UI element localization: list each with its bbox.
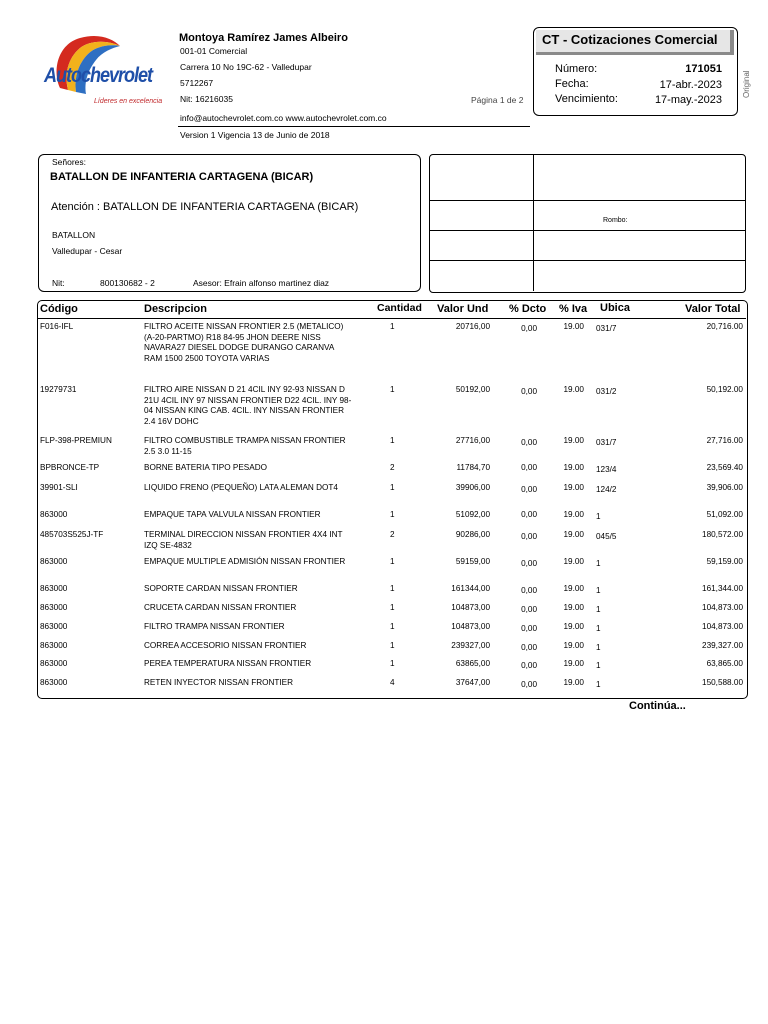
row-code: 863000 [40, 622, 68, 631]
header-descripcion: Descripcion [144, 303, 207, 315]
header-divider [178, 126, 530, 127]
row-qty: 2 [390, 463, 395, 472]
row-ubi: 123/4 [596, 465, 617, 474]
row-desc: CORREA ACCESORIO NISSAN FRONTIER [144, 641, 307, 650]
row-dcto: 0,00 [521, 624, 537, 633]
row-qty: 1 [390, 659, 395, 668]
row-total: 150,588.00 [702, 678, 743, 687]
row-iva: 19.00 [563, 530, 584, 539]
client-city: Valledupar - Cesar [52, 246, 123, 256]
row-qty: 1 [390, 385, 395, 394]
row-total: 104,873.00 [702, 603, 743, 612]
rombo-hdivider-1 [430, 200, 745, 201]
row-val: 27716,00 [455, 436, 490, 445]
page-indicator: Página 1 de 2 [471, 95, 524, 105]
row-total: 63,865.00 [706, 659, 743, 668]
client-asesor: Asesor: Efrain alfonso martinez diaz [193, 278, 330, 288]
row-desc: EMPAQUE TAPA VALVULA NISSAN FRONTIER [144, 510, 321, 519]
row-val: 51092,00 [455, 510, 490, 519]
row-dcto: 0,00 [521, 661, 537, 670]
row-ubi: 124/2 [596, 485, 617, 494]
client-type: BATALLON [52, 230, 96, 240]
rombo-vdivider [533, 155, 534, 291]
row-dcto: 0,00 [521, 586, 537, 595]
row-iva: 19.00 [563, 322, 584, 331]
row-dcto: 0,00 [521, 680, 537, 689]
row-dcto: 0,00 [521, 387, 537, 396]
row-total: 20,716.00 [706, 322, 743, 331]
logo-text: Autochevrolet [44, 64, 153, 87]
row-qty: 1 [390, 641, 395, 650]
row-ubi: 1 [596, 624, 601, 633]
row-ubi: 1 [596, 605, 601, 614]
row-iva: 19.00 [563, 641, 584, 650]
row-desc: BORNE BATERIA TIPO PESADO [144, 463, 267, 472]
row-desc: PEREA TEMPERATURA NISSAN FRONTIER [144, 659, 312, 668]
row-dcto: 0,00 [521, 438, 537, 447]
row-total: 51,092.00 [706, 510, 743, 519]
client-nit: 800130682 - 2 [100, 278, 155, 288]
company-nit: Nit: 16216035 [180, 94, 233, 104]
row-iva: 19.00 [563, 557, 584, 566]
company-logo [42, 30, 163, 122]
header-iva: % Iva [559, 303, 588, 315]
header-valor-und: Valor Und [437, 303, 489, 315]
row-qty: 2 [390, 530, 395, 539]
row-dcto: 0,00 [521, 643, 537, 652]
row-iva: 19.00 [563, 483, 584, 492]
row-iva: 19.00 [563, 603, 584, 612]
row-ubi: 031/7 [596, 438, 617, 447]
company-web: info@autochevrolet.com.co www.autochevrolet.com.co [180, 113, 387, 123]
row-val: 90286,00 [455, 530, 490, 539]
row-desc: SOPORTE CARDAN NISSAN FRONTIER [144, 584, 298, 593]
row-qty: 1 [390, 622, 395, 631]
header-ubica: Ubica [600, 302, 630, 314]
row-total: 161,344.00 [702, 584, 743, 593]
row-qty: 1 [390, 483, 395, 492]
row-code: FLP-398-PREMIUN [40, 436, 112, 445]
row-code: 863000 [40, 659, 68, 668]
quote-title: CT - Cotizaciones Comercial [542, 32, 718, 47]
vencimiento-label: Vencimiento: [555, 93, 618, 105]
row-qty: 1 [390, 510, 395, 519]
header-codigo: Código [40, 303, 78, 315]
company-phone: 5712267 [180, 78, 214, 88]
row-total: 39,906.00 [706, 483, 743, 492]
row-total: 180,572.00 [702, 530, 743, 539]
row-val: 20716,00 [455, 322, 490, 331]
row-ubi: 1 [596, 512, 601, 521]
rombo-label: Rombo: [603, 217, 628, 224]
table-header-divider [38, 318, 746, 319]
row-desc: FILTRO ACEITE NISSAN FRONTIER 2.5 (METALICO)(A-20-PARTMO) R18 84-95 JHON DEERE NISS NAVARA27 DIESEL DODGE DURANGO CARANVA RAM 1500 2500 TOYOTA VARIAS [144, 322, 344, 363]
numero-label: Número: [555, 63, 598, 75]
row-iva: 19.00 [563, 622, 584, 631]
row-code: BPBRONCE-TP [40, 463, 100, 472]
row-iva: 19.00 [563, 385, 584, 394]
row-code: 39901-SLI [40, 483, 78, 492]
header-cantidad: Cantidad [377, 302, 422, 314]
row-val: 59159,00 [455, 557, 490, 566]
row-desc: FILTRO TRAMPA NISSAN FRONTIER [144, 622, 285, 631]
header-valor-total: Valor Total [685, 303, 741, 315]
logo-tagline: Líderes en excelencia [94, 98, 163, 105]
row-total: 239,327.00 [702, 641, 743, 650]
row-desc: LIQUIDO FRENO (PEQUEÑO) LATA ALEMAN DOT4 [144, 483, 338, 492]
row-code: 863000 [40, 510, 68, 519]
row-ubi: 045/5 [596, 532, 617, 541]
numero-value: 171051 [685, 63, 722, 75]
row-iva: 19.00 [563, 463, 584, 472]
row-dcto: 0,00 [521, 463, 537, 472]
row-dcto: 0,00 [521, 485, 537, 494]
row-iva: 19.00 [563, 510, 584, 519]
row-code: 863000 [40, 641, 68, 650]
row-ubi: 031/7 [596, 324, 617, 333]
row-val: 39906,00 [455, 483, 490, 492]
row-qty: 1 [390, 603, 395, 612]
row-code: F016-IFL [40, 322, 74, 331]
row-val: 37647,00 [455, 678, 490, 687]
row-val: 63865,00 [455, 659, 490, 668]
row-qty: 1 [390, 322, 395, 331]
row-qty: 4 [390, 678, 395, 687]
row-desc: TERMINAL DIRECCION NISSAN FRONTIER 4X4 INT IZQ SE-4832 [144, 530, 343, 550]
fecha-value: 17-abr.-2023 [659, 79, 722, 91]
row-dcto: 0,00 [521, 532, 537, 541]
row-total: 59,159.00 [706, 557, 743, 566]
header-dcto: % Dcto [509, 303, 547, 315]
row-total: 104,873.00 [702, 622, 743, 631]
row-total: 27,716.00 [706, 436, 743, 445]
row-desc: FILTRO COMBUSTIBLE TRAMPA NISSAN FRONTIER 2.5 3.0 11-15 [144, 436, 346, 456]
row-ubi: 1 [596, 680, 601, 689]
row-dcto: 0,00 [521, 324, 537, 333]
row-val: 50192,00 [455, 385, 490, 394]
row-code: 485703S525J-TF [40, 530, 104, 539]
row-dcto: 0,00 [521, 605, 537, 614]
row-iva: 19.00 [563, 678, 584, 687]
continua-label: Continúa... [629, 700, 686, 712]
rombo-hdivider-2 [430, 230, 745, 231]
row-code: 19279731 [40, 385, 77, 394]
company-code: 001-01 Comercial [180, 46, 248, 56]
row-dcto: 0,00 [521, 559, 537, 568]
client-atencion: Atención : BATALLON DE INFANTERIA CARTAGENA (BICAR) [51, 201, 359, 213]
row-total: 23,569.40 [706, 463, 743, 472]
row-ubi: 031/2 [596, 387, 617, 396]
row-desc: FILTRO AIRE NISSAN D 21 4CIL INY 92-93 NISSAN D 21U 4CIL INY 97 NISSAN FRONTIER D22 4CIL. INY 98-04 NISSAN KING CAB. 4CIL. INY NISSAN FRONTIER 2.4 16V DOHC [144, 385, 352, 426]
row-ubi: 1 [596, 559, 601, 568]
row-iva: 19.00 [563, 584, 584, 593]
rombo-hdivider-3 [430, 260, 745, 261]
row-val: 239327,00 [451, 641, 490, 650]
fecha-label: Fecha: [555, 78, 589, 90]
row-code: 863000 [40, 603, 68, 612]
row-ubi: 1 [596, 586, 601, 595]
row-val: 11784,70 [456, 463, 490, 472]
row-desc: CRUCETA CARDAN NISSAN FRONTIER [144, 603, 297, 612]
company-owner: Montoya Ramírez James Albeiro [179, 32, 348, 44]
row-iva: 19.00 [563, 436, 584, 445]
row-ubi: 1 [596, 643, 601, 652]
row-code: 863000 [40, 584, 68, 593]
senores-label: Señores: [52, 157, 87, 167]
row-ubi: 1 [596, 661, 601, 670]
row-desc: RETEN INYECTOR NISSAN FRONTIER [144, 678, 294, 687]
client-nit-label: Nit: [52, 278, 65, 288]
row-qty: 1 [390, 436, 395, 445]
row-qty: 1 [390, 557, 395, 566]
row-total: 50,192.00 [706, 385, 743, 394]
original-label: Original [742, 70, 751, 98]
row-code: 863000 [40, 678, 68, 687]
row-iva: 19.00 [563, 659, 584, 668]
rombo-grid [429, 154, 746, 293]
row-val: 161344,00 [451, 584, 490, 593]
row-val: 104873,00 [451, 622, 490, 631]
company-address: Carrera 10 No 19C-62 - Valledupar [180, 62, 312, 72]
company-version: Version 1 Vigencia 13 de Junio de 2018 [180, 130, 330, 140]
row-qty: 1 [390, 584, 395, 593]
row-code: 863000 [40, 557, 68, 566]
client-name: BATALLON DE INFANTERIA CARTAGENA (BICAR) [50, 171, 314, 183]
row-dcto: 0,00 [521, 510, 537, 519]
row-desc: EMPAQUE MULTIPLE ADMISIÓN NISSAN FRONTIER [144, 557, 346, 566]
vencimiento-value: 17-may.-2023 [654, 94, 722, 106]
row-val: 104873,00 [451, 603, 490, 612]
